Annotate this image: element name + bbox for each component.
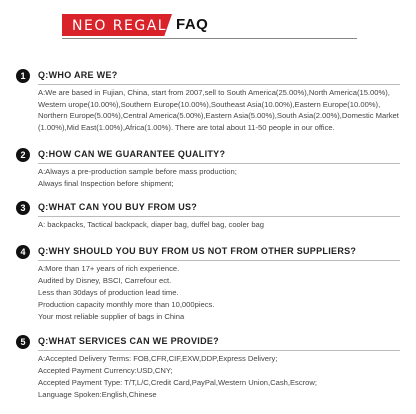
divider	[38, 163, 400, 164]
answer-text	[38, 219, 404, 231]
question-text: Q:HOW CAN WE GUARANTEE QUALITY?	[38, 149, 226, 159]
faq-header	[0, 0, 416, 58]
answer-line: Always final Inspection before shipment;	[38, 179, 174, 188]
question-text: Q:WHAT SERVICES CAN WE PROVIDE?	[38, 336, 219, 346]
page-title: FAQ	[176, 16, 209, 33]
divider	[38, 84, 400, 85]
number-badge: 3	[16, 201, 30, 215]
answer-text	[38, 87, 404, 133]
answer-line: Language Spoken:English,Chinese	[38, 390, 157, 399]
number-badge: 5	[16, 335, 30, 349]
answer-line: A:We are based in Fujian, China, start from 2007,sell to South America(25.00%),North America(15.00%),	[38, 88, 390, 97]
answer-line: Audited by Disney, BSCI, Carrefour ect.	[38, 276, 172, 285]
answer-text	[38, 166, 404, 190]
question-text: Q:WHO ARE WE?	[38, 70, 118, 80]
brand-logo: NEO REGAL	[72, 18, 168, 34]
question-text: Q:WHY SHOULD YOU BUY FROM US NOT FROM OTHER SUPPLIERS?	[38, 246, 357, 256]
answer-line: Western urope(10.00%),Southern Europe(10.00%),Southeast Asia(10.00%),Eastern Europe(10.00%),	[38, 99, 381, 109]
divider	[38, 260, 400, 261]
answer-line: Northern Europe(5.00%),Central America(5.00%),Eastern Asia(5.00%),South Asia(2.00%),Domestic Market	[38, 111, 399, 120]
answer-line: Production capacity monthly more than 10,000piecs.	[38, 300, 215, 309]
answer-line: A: backpacks, Tactical backpack, diaper bag, duffel bag, cooler bag	[38, 220, 264, 229]
divider	[38, 216, 400, 217]
answer-line: A:More than 17+ years of rich experience.	[38, 264, 180, 273]
number-badge: 1	[16, 69, 30, 83]
answer-text	[38, 353, 404, 401]
answer-line: Accepted Payment Currency:USD,CNY;	[38, 366, 173, 375]
question-text: Q:WHAT CAN YOU BUY FROM US?	[38, 202, 198, 212]
answer-line: Accepted Payment Type: T/T,L/C,Credit Card,PayPal,Western Union,Cash,Escrow;	[38, 378, 317, 387]
answer-text	[38, 263, 404, 323]
number-badge: 4	[16, 245, 30, 259]
answer-line: A:Accepted Delivery Terms: FOB,CFR,CIF,EXW,DDP,Express Delivery;	[38, 354, 278, 363]
number-badge: 2	[16, 148, 30, 162]
divider	[38, 350, 400, 351]
divider	[62, 38, 357, 39]
answer-line: Your most reliable supplier of bags in China	[38, 312, 185, 321]
answer-line: A:Always a pre-production sample before mass production;	[38, 167, 237, 176]
answer-line: Less than 30days of production lead time.	[38, 288, 179, 297]
answer-line: (1.00%),Mid East(1.00%),Africa(1.00%). There are total about 11-50 people in our office.	[38, 122, 335, 132]
